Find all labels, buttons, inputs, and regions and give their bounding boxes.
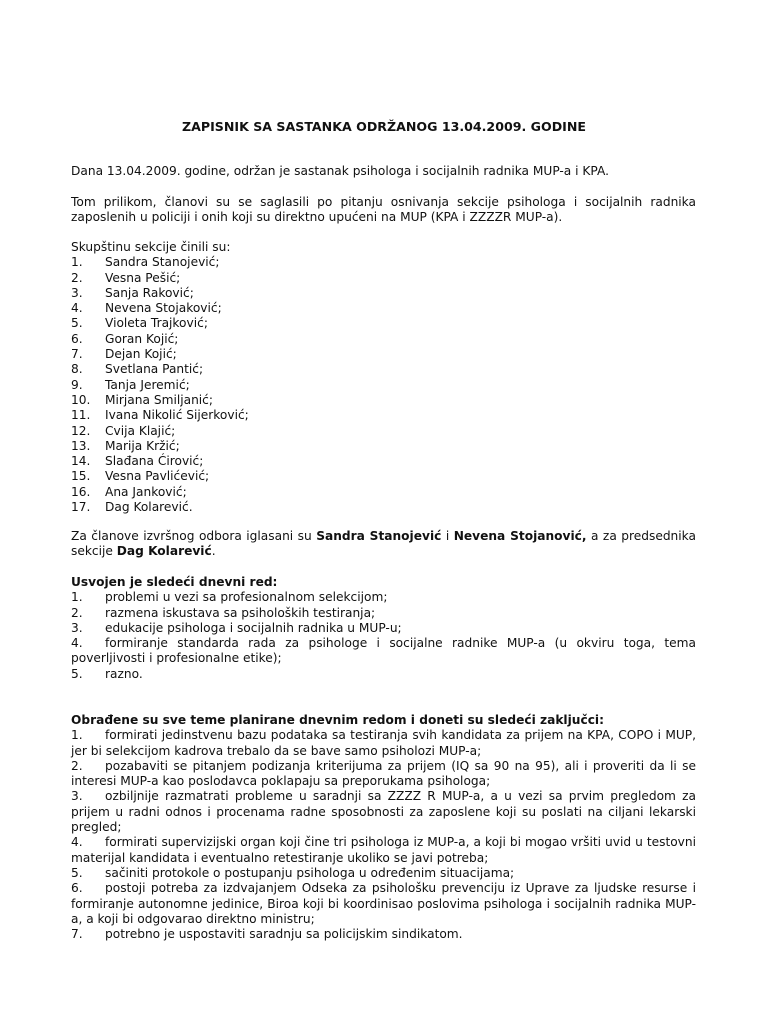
agenda-item-text: edukacije psihologa i socijalnih radnika u MUP-u; bbox=[105, 620, 402, 635]
conclusion-item-text: potrebno je uspostaviti saradnju sa policijskim sindikatom. bbox=[105, 927, 463, 942]
member-item-text: Mirjana Smiljanić; bbox=[105, 392, 213, 407]
member-item-text: Nevena Stojaković; bbox=[105, 301, 222, 316]
member-item-number: 14. bbox=[71, 454, 91, 469]
member-item bbox=[71, 255, 696, 270]
member-item-text: Dejan Kojić; bbox=[105, 347, 177, 362]
election-paragraph bbox=[71, 529, 696, 560]
agenda-item-number: 5. bbox=[71, 666, 83, 681]
member-item bbox=[71, 332, 696, 347]
member-item-number: 16. bbox=[71, 484, 91, 499]
conclusion-item bbox=[71, 866, 696, 881]
member-item bbox=[71, 301, 696, 316]
member-item-number: 12. bbox=[71, 423, 91, 438]
agenda-item-text: formiranje standarda rada za psihologe i socijalne radnike MUP-a (u okviru toga, tema poverljivosti i profesionalne etike); bbox=[71, 636, 696, 666]
member-item bbox=[71, 408, 696, 423]
agenda-section bbox=[71, 575, 696, 682]
member-item bbox=[71, 378, 696, 393]
member-item-text: Svetlana Pantić; bbox=[105, 362, 204, 377]
member-item bbox=[71, 469, 696, 484]
member-item-text: Vesna Pešić; bbox=[105, 270, 181, 285]
conclusions-section bbox=[71, 713, 696, 942]
member-item-number: 15. bbox=[71, 469, 91, 484]
conclusion-item-number: 5. bbox=[71, 865, 83, 880]
member-item-number: 13. bbox=[71, 438, 91, 453]
member-item-number: 9. bbox=[71, 377, 83, 392]
conclusion-item bbox=[71, 927, 696, 942]
conclusion-item bbox=[71, 728, 696, 759]
agenda-heading: Usvojen je sledeći dnevni red: bbox=[71, 575, 278, 589]
conclusion-item-text: postoji potreba za izdvajanjem Odseka za psihološku prevenciju iz Uprave za ljudske resurse i formiranje autonomne jedinice, Biroa koji bi koordinisao poslovima psihologa i socijalnih radnika MUP-a, a koji bi odgovarao direktno ministru; bbox=[71, 881, 696, 926]
election-text-4: . bbox=[211, 544, 216, 559]
member-item bbox=[71, 347, 696, 362]
agenda-item-text: razmena iskustava sa psiholoških testiranja; bbox=[105, 605, 376, 620]
conclusion-item-text: formirati supervizijski organ koji čine tri psihologa iz MUP-a, a koji bi mogao vršiti uvid u testovni materijal kandidata i eventualno retestiranje ukoliko se javi potreba; bbox=[71, 835, 696, 865]
elected-president: Dag Kolarević bbox=[116, 544, 212, 559]
conclusion-item-number: 6. bbox=[71, 881, 83, 896]
member-item-text: Vesna Pavlićević; bbox=[105, 469, 210, 484]
member-item-text: Violeta Trajković; bbox=[105, 316, 208, 331]
member-item bbox=[71, 286, 696, 301]
conclusion-item-number: 4. bbox=[71, 835, 83, 850]
agenda-item bbox=[71, 590, 696, 605]
member-item bbox=[71, 500, 696, 515]
election-text-1: Za članove izvršnog odbora iglasani su bbox=[71, 529, 317, 543]
conclusion-item-text: pozabaviti se pitanjem podizanja kriterijuma za prijem (IQ sa 90 na 95), ali i proveriti da li se interesi MUP-a kao poslodavca poklapaju sa preporukama psihologa; bbox=[71, 758, 696, 789]
member-item bbox=[71, 424, 696, 439]
member-item-text: Sandra Stanojević; bbox=[105, 255, 220, 270]
member-item-number: 8. bbox=[71, 362, 83, 377]
election-text-2: i bbox=[441, 529, 454, 543]
conclusion-item bbox=[71, 881, 696, 927]
member-item-number: 1. bbox=[71, 255, 83, 270]
members-section bbox=[71, 240, 696, 515]
member-item-number: 6. bbox=[71, 331, 83, 346]
member-item-text: Dag Kolarević. bbox=[105, 500, 193, 515]
agenda-item bbox=[71, 636, 696, 667]
conclusion-item-text: sačiniti protokole o postupanju psihologa u određenim situacijama; bbox=[105, 865, 515, 880]
member-item-text: Ana Janković; bbox=[105, 484, 187, 499]
member-item-text: Tanja Jeremić; bbox=[105, 377, 190, 392]
elected-member-1: Sandra Stanojević bbox=[316, 529, 442, 543]
member-item-text: Goran Kojić; bbox=[105, 331, 179, 346]
intro-paragraph: Dana 13.04.2009. godine, održan je sastanak psihologa i socijalnih radnika MUP-a i KPA. bbox=[71, 164, 609, 178]
conclusion-item-number: 2. bbox=[71, 758, 83, 773]
member-item bbox=[71, 271, 696, 286]
agreement-paragraph: Tom prilikom, članovi su se saglasili po pitanju osnivanja sekcije psihologa i socijalnih radnika zaposlenih u policiji i onih koji su direktno upućeni na MUP (KPA i ZZZZR MUP-a). bbox=[71, 195, 696, 225]
member-item-number: 11. bbox=[71, 408, 91, 423]
agenda-item-text: problemi u vezi sa profesionalnom selekcijom; bbox=[105, 590, 388, 605]
conclusion-item bbox=[71, 759, 696, 790]
member-item bbox=[71, 454, 696, 469]
agenda-item-number: 4. bbox=[71, 636, 83, 651]
member-item-number: 10. bbox=[71, 392, 91, 407]
agenda-item bbox=[71, 606, 696, 621]
agenda-item-number: 3. bbox=[71, 620, 83, 635]
conclusions-heading: Obrađene su sve teme planirane dnevnim redom i doneti su sledeći zaključci: bbox=[71, 713, 604, 727]
election-text-3: a za predsednika sekcije bbox=[71, 529, 696, 559]
conclusion-item-number: 7. bbox=[71, 927, 83, 942]
member-item-number: 7. bbox=[71, 347, 83, 362]
member-item bbox=[71, 316, 696, 331]
elected-member-2: Nevena Stojanović, bbox=[453, 529, 587, 543]
conclusion-item-number: 1. bbox=[71, 728, 83, 743]
conclusion-item bbox=[71, 789, 696, 835]
agenda-item-text: razno. bbox=[105, 666, 143, 681]
conclusion-item-text: ozbiljnije razmatrati probleme u saradnji sa ZZZZ R MUP-a, a u vezi sa prvim pregledom za prijem u radni odnos i procenama radne sposobnosti za zaposlene koji su poslati na ciljani lekarski pregled; bbox=[71, 789, 696, 835]
member-item-text: Cvija Klajić; bbox=[105, 423, 176, 438]
conclusion-item bbox=[71, 835, 696, 866]
member-item-text: Ivana Nikolić Sijerković; bbox=[105, 408, 249, 423]
member-item bbox=[71, 439, 696, 454]
agenda-item-number: 2. bbox=[71, 605, 83, 620]
agenda-item bbox=[71, 667, 696, 682]
agenda-item bbox=[71, 621, 696, 636]
member-item-text: Marija Kržić; bbox=[105, 438, 180, 453]
member-item-number: 4. bbox=[71, 301, 83, 316]
member-item bbox=[71, 485, 696, 500]
member-item-text: Slađana Ćirović; bbox=[105, 454, 204, 469]
member-item-number: 17. bbox=[71, 500, 91, 515]
member-item bbox=[71, 393, 696, 408]
conclusion-item-text: formirati jedinstvenu bazu podataka sa testiranja svih kandidata za prijem na KPA, COPO i MUP, jer bi selekcijom kadrova trebalo da se bave samo psiholozi MUP-a; bbox=[71, 728, 696, 758]
document-title: ZAPISNIK SA SASTANKA ODRŽANOG 13.04.2009. GODINE bbox=[182, 119, 586, 134]
members-list bbox=[71, 255, 696, 515]
conclusions-list bbox=[71, 728, 696, 942]
conclusion-item-number: 3. bbox=[71, 789, 83, 804]
member-item-number: 3. bbox=[71, 285, 83, 300]
agenda-list bbox=[71, 590, 696, 682]
member-item bbox=[71, 362, 696, 377]
member-item-text: Sanja Raković; bbox=[105, 285, 194, 300]
agenda-item-number: 1. bbox=[71, 590, 83, 605]
member-item-number: 2. bbox=[71, 270, 83, 285]
members-heading: Skupštinu sekcije činili su: bbox=[71, 240, 231, 254]
member-item-number: 5. bbox=[71, 316, 83, 331]
